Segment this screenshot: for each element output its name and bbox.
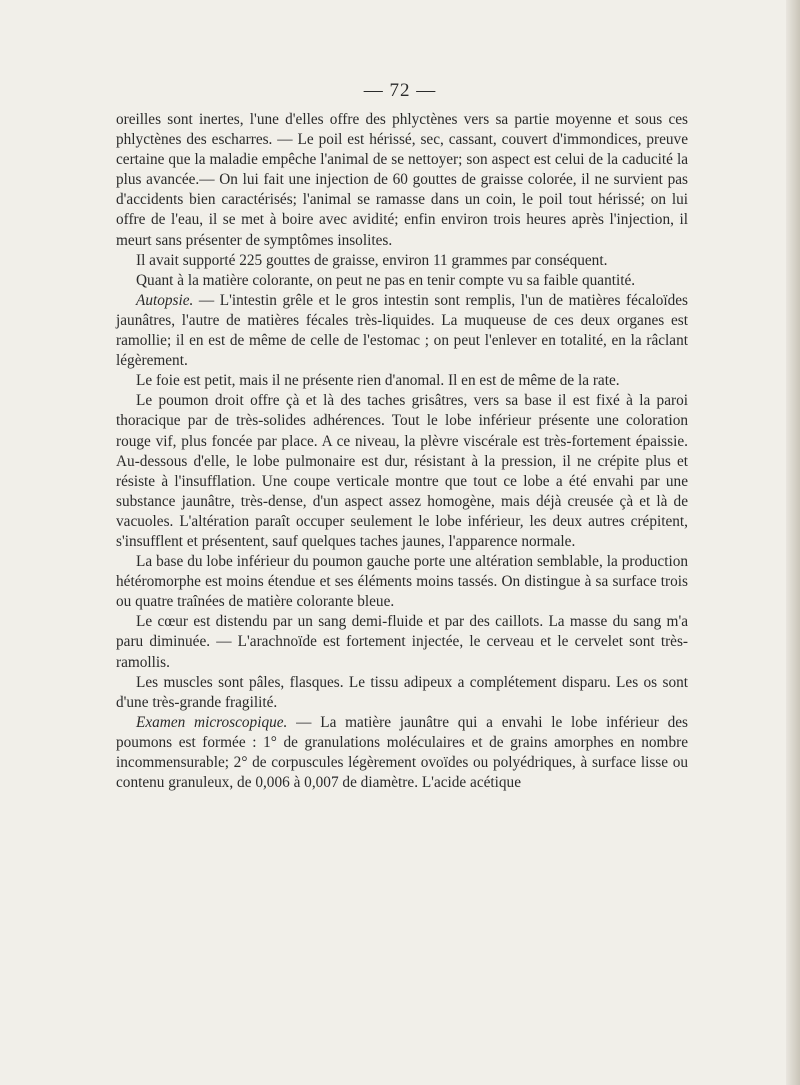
paragraph: Le foie est petit, mais il ne présente rien d'anomal. Il en est de même de la rate. <box>136 372 620 390</box>
paragraph: Quant à la matière colorante, on peut ne pas en tenir compte vu sa faible quantité. <box>136 271 636 289</box>
paragraph: Le cœur est distendu par un sang demi-fluide et par des caillots. La masse du sang m'a paru diminuée. — L'arachnoïde est fortement injectée, le cerveau et le cervelet sont très-ramollis. <box>116 613 688 671</box>
paragraph <box>116 713 688 793</box>
paragraph-text: — L'intestin grêle et le gros intestin sont remplis, l'un de matières fécaloïdes jaunâtres, l'autre de matières fécales très-liquides. La muqueuse de ces deux organes est ramollie; il en est de même de celle de l'estomac ; on peut l'enlever en totalité, en la râclant légèrement. <box>116 291 688 370</box>
paragraph: La base du lobe inférieur du poumon gauche porte une altération semblable, la production hétéromorphe est moins étendue et ses éléments moins tassés. On distingue à sa surface trois ou quatre traînées de matière colorante bleue. <box>116 553 688 611</box>
page-number: — 72 — <box>363 80 437 101</box>
section-lead: Examen microscopique. <box>136 713 288 731</box>
body-text <box>116 110 688 793</box>
paragraph <box>116 291 688 371</box>
paragraph: Les muscles sont pâles, flasques. Le tissu adipeux a complétement disparu. Les os sont d'une très-grande fragilité. <box>116 673 688 711</box>
page-edge <box>786 0 800 1085</box>
paragraph: Il avait supporté 225 gouttes de graisse, environ 11 grammes par conséquent. <box>136 251 608 269</box>
paragraph: Le poumon droit offre çà et là des taches grisâtres, vers sa base il est fixé à la paroi thoracique par de très-solides adhérences. Tout le lobe inférieur présente une coloration rouge vif, plus foncée par place. A ce niveau, la plèvre viscérale est très-fortement épaissie. Au-dessous d'elle, le lobe pulmonaire est dur, résistant à la pression, il ne crépite plus et résiste à l'insufflation. Une coupe verticale montre que tout ce lobe a été envahi par une substance jaunâtre, très-dense, d'un aspect assez homogène, mais déjà creusée çà et là de vacuoles. L'altération paraît occuper seulement le lobe inférieur, les deux autres crépitent, s'insufflent et présentent, sauf quelques taches jaunes, l'apparence normale. <box>116 392 688 550</box>
section-lead: Autopsie. <box>136 291 194 309</box>
paragraph: oreilles sont inertes, l'une d'elles offre des phlyctènes vers sa partie moyenne et sous ces phlyctènes des escharres. — Le poil est hérissé, sec, cassant, couvert d'immondices, preuve certaine que la maladie empêche l'animal de se nettoyer; son aspect est celui de la caducité la plus avancée.— On lui fait une injection de 60 gouttes de graisse colorée, il ne survient pas d'accidents bien caractérisés; l'animal se ramasse dans un coin, le poil tout hérissé; on lui offre de l'eau, il se met à boire avec avidité; enfin environ trois heures après l'injection, il meurt sans présenter de symptômes insolites. <box>116 111 688 249</box>
paragraph-text: — La matière jaunâtre qui a envahi le lobe inférieur des poumons est formée : 1° de granulations moléculaires et de grains amorphes en nombre incommensurable; 2° de corpuscules légèrement ovoïdes ou polyédriques, à surface lisse ou contenu granuleux, de 0,006 à 0,007 de diamètre. L'acide acétique <box>116 713 688 792</box>
